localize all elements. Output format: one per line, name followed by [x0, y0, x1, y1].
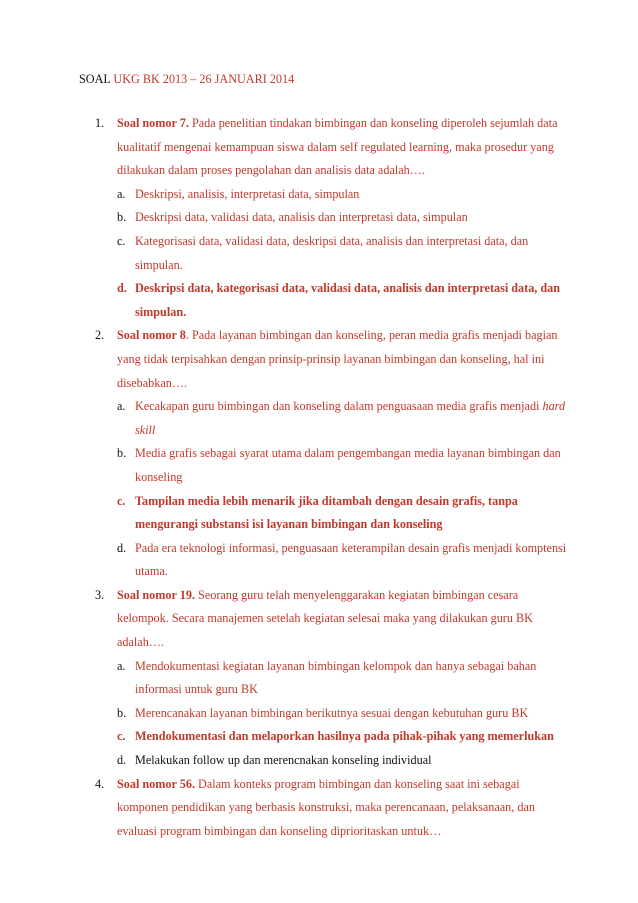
option-text: Mendokumentasi kegiatan layanan bimbingan kelompok dan hanya sebagai bahan informasi untuk guru BK	[135, 658, 537, 697]
option-b	[117, 442, 567, 489]
question-heading: Soal nomor 7.	[117, 116, 189, 130]
option-letter: c.	[117, 493, 126, 508]
question-heading: Soal nomor 8	[117, 328, 186, 343]
option-b	[117, 702, 567, 726]
option-a	[117, 395, 567, 442]
option-d	[117, 749, 567, 773]
option-c-correct-answer	[117, 725, 567, 749]
question-list	[0, 112, 638, 843]
option-d-correct-answer	[117, 277, 567, 324]
option-letter: b.	[117, 210, 127, 225]
option-letter: b.	[117, 446, 127, 461]
option-d	[117, 537, 567, 584]
question-text: Pada penelitian tindakan bimbingan dan konseling diperoleh sejumlah data kualitatif mengenai kemampuan siswa dalam self regulated learning, maka prosedur yang dilakukan dalam proses pengolahan dan analisis data adalah….	[117, 116, 558, 178]
option-italic-text: hard skill	[135, 399, 566, 437]
option-letter: b.	[117, 705, 127, 720]
option-text: Pada era teknologi informasi, penguasaan keterampilan desain grafis menjadi komptensi utama.	[135, 540, 567, 579]
option-text: Mendokumentasi dan melaporkan hasilnya pada pihak-pihak yang memerlukan	[135, 729, 554, 744]
option-c	[117, 230, 567, 277]
option-text: Melakukan follow up dan merencnakan konseling individual	[135, 753, 432, 768]
option-letter: d.	[117, 753, 127, 768]
option-letter: a.	[117, 186, 126, 201]
option-c-correct-answer	[117, 490, 567, 537]
option-text: Deskripsi data, validasi data, analisis dan interpretasi data, simpulan	[135, 210, 468, 225]
question-text: Seorang guru telah menyelenggarakan kegiatan bimbingan cesara kelompok. Secara manajemen setelah kegiatan selesai maka yang dilakukan guru BK adalah….	[117, 587, 533, 650]
option-text: Deskripsi, analisis, interpretasi data, simpulan	[135, 186, 360, 201]
option-b	[117, 206, 567, 230]
option-text: Deskripsi data, kategorisasi data, validasi data, analisis dan interpretasi data, dan simpulan.	[135, 281, 561, 319]
option-text: Kecakapan guru bimbingan dan konseling dalam penguasaan media grafis menjadi	[135, 399, 543, 414]
title-rest: UKG BK 2013 – 26 JANUARI 2014	[113, 72, 295, 86]
question-number: 2.	[95, 328, 105, 343]
question-heading: Soal nomor 56.	[117, 776, 195, 791]
option-letter: d.	[117, 540, 127, 555]
option-a	[117, 655, 567, 702]
question-number: 4.	[95, 776, 105, 791]
option-text: Merencanakan layanan bimbingan berikutnya sesuai dengan kebutuhan guru BK	[135, 705, 529, 720]
option-letter: a.	[117, 399, 126, 414]
title-prefix: SOAL	[79, 72, 114, 86]
option-letter: d.	[117, 281, 127, 296]
question-number: 1.	[95, 116, 105, 130]
question-heading: Soal nomor 19.	[117, 587, 195, 602]
option-list	[117, 655, 567, 773]
option-list	[117, 395, 567, 584]
question-2	[0, 324, 567, 584]
option-text: Tampilan media lebih menarik jika ditambah dengan desain grafis, tanpa mengurangi substansi isi layanan bimbingan dan konseling	[135, 493, 518, 532]
option-letter: c.	[117, 233, 126, 248]
question-number: 3.	[95, 587, 105, 602]
option-a	[117, 183, 567, 207]
question-text: Dalam konteks program bimbingan dan konseling saat ini sebagai komponen pendidikan yang berbasis konstruksi, maka perencanaan, pelaksanaan, dan evaluasi program bimbingan dan konseling diprioritaskan untuk…	[117, 776, 535, 838]
document-title	[79, 71, 294, 87]
option-letter: a.	[117, 658, 126, 673]
option-text: Kategorisasi data, validasi data, deskripsi data, analisis dan interpretasi data, dan simpulan.	[135, 233, 529, 272]
question-4	[0, 773, 567, 844]
question-text: . Pada layanan bimbingan dan konseling, peran media grafis menjadi bagian yang tidak terpisahkan dengan prinsip-prinsip layanan bimbingan dan konseling, hal ini disebabkan….	[117, 328, 558, 390]
option-text: Media grafis sebagai syarat utama dalam pengembangan media layanan bimbingan dan konseling	[135, 446, 561, 484]
question-1	[0, 112, 567, 324]
option-list	[117, 183, 567, 325]
option-letter: c.	[117, 729, 126, 744]
question-3	[0, 584, 567, 773]
